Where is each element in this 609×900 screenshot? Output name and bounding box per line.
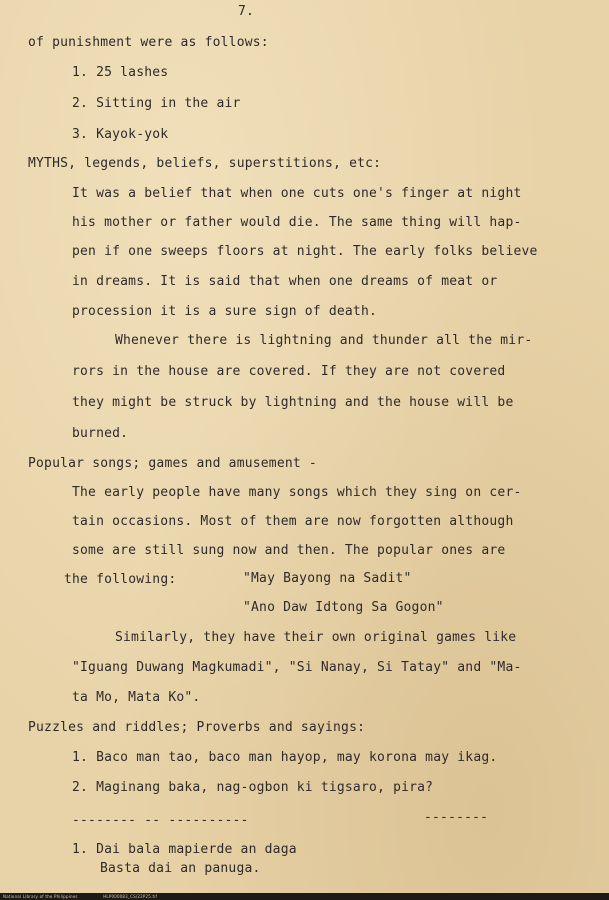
list-item: 1. Baco man tao, baco man hayop, may korona may ikag. [72,750,498,765]
text-line: they might be struck by lightning and the house will be [72,395,514,410]
section-heading: Popular songs; games and amusement - [28,456,317,471]
text-line: "Iguang Duwang Magkumadi", "Si Nanay, Si Tatay" and "Ma- [72,660,522,675]
list-item: 1. 25 lashes [72,65,169,80]
text-line: pen if one sweeps floors at night. The early folks believe [72,244,538,259]
list-item: 1. Dai bala mapierde an daga [72,842,297,857]
text-line: tain occasions. Most of them are now forgotten although [72,514,514,529]
list-item: 2. Sitting in the air [72,96,241,111]
separator-dashes: -------- -- ---------- [72,813,249,828]
section-heading: MYTHS, legends, beliefs, superstitions, etc: [28,156,382,171]
separator-dashes: -------- [424,810,489,825]
text-line: The early people have many songs which they sing on cer- [72,485,522,500]
text-line: in dreams. It is said that when one dreams of meat or [72,274,498,289]
list-item: 2. Maginang baka, nag-ogbon ki tigsaro, pira? [72,780,434,795]
footer-library: National Library of the Philippines [3,894,78,899]
text-line: It was a belief that when one cuts one's finger at night [72,186,522,201]
text-line: some are still sung now and then. The popular ones are [72,543,506,558]
text-line: the following: [64,572,177,587]
text-line: ta Mo, Mata Ko". [72,690,201,705]
song-title: "May Bayong na Sadit" [243,571,412,586]
text-line: Basta dai an panuga. [100,861,261,876]
text-line: Similarly, they have their own original games like [115,630,517,645]
song-title: "Ano Daw Idtong Sa Gogon" [243,600,444,615]
text-line: of punishment were as follows: [28,35,269,50]
scan-footer [0,893,609,900]
section-heading: Puzzles and riddles; Proverbs and sayings: [28,720,366,735]
list-item: 3. Kayok-yok [72,127,169,142]
footer-filename: HLP000083_CS/22P25.tif [103,894,158,899]
text-line: burned. [72,426,129,441]
text-line: his mother or father would die. The same thing will hap- [72,215,522,230]
text-line: Whenever there is lightning and thunder all the mir- [115,333,533,348]
page-number: 7. [238,4,255,19]
text-line: rors in the house are covered. If they are not covered [72,364,506,379]
text-line: procession it is a sure sign of death. [72,304,378,319]
